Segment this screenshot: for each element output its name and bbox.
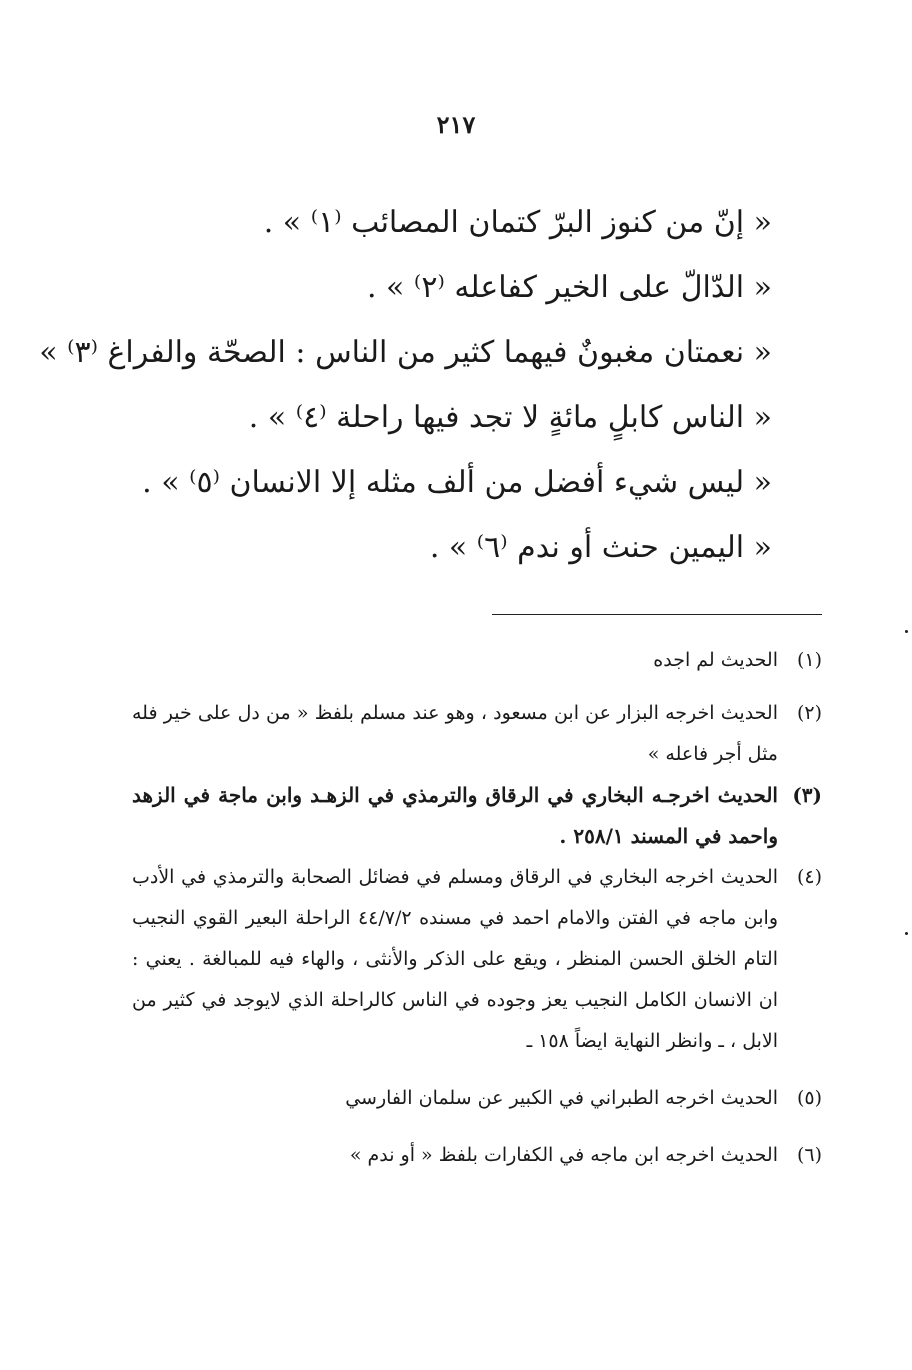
scan-speck [905, 932, 908, 935]
footnote [132, 693, 822, 775]
footnote-divider [492, 614, 822, 615]
footnote-number: (٢) [796, 702, 822, 724]
hadith-saying: « الناس كابلٍ مائةٍ لا تجد فيها راحلة ⁽٤⁾ » . [248, 400, 772, 435]
footnote-number: (١) [796, 649, 822, 671]
footnote [132, 1078, 822, 1119]
footnote [132, 857, 822, 1062]
footnote-number: (٦) [796, 1144, 822, 1166]
hadith-saying: « ليس شيء أفضل من ألف مثله إلا الانسان ⁽٥⁾ » . [142, 465, 772, 500]
footnote-number: (٣) [792, 783, 822, 807]
scan-speck [905, 630, 908, 633]
hadith-saying: « الدّالّ على الخير كفاعله ⁽٢⁾ » . [366, 270, 772, 305]
hadith-saying: « نعمتان مغبونٌ فيهما كثير من الناس : الصحّة والفراغ ⁽٣⁾ » [39, 335, 772, 370]
footnotes-section [132, 640, 822, 1176]
footnote-text: الحديث اخرجه البزار عن ابن مسعود ، وهو عند مسلم بلفظ « من دل على خير فله مثل أجر فاعله » [132, 702, 778, 765]
footnote [132, 1135, 822, 1176]
footnote-text: الحديث اخرجه الطبراني في الكبير عن سلمان الفارسي [345, 1087, 778, 1109]
footnote-text: الحديث اخرجه ابن ماجه في الكفارات بلفظ « أو ندم » [349, 1144, 778, 1166]
footnote-text: الحديث اخرجـه البخاري في الرقاق والترمذي في الزهـد وابن ماجة في الزهد واحمد في المسند ٢٥٨/١ . [132, 783, 778, 848]
hadith-saying: « إنّ من كنوز البرّ كتمان المصائب ⁽١⁾ » . [263, 205, 772, 240]
footnote-text: الحديث لم اجده [653, 649, 778, 671]
footnote [132, 775, 822, 857]
footnote-number: (٥) [796, 1087, 822, 1109]
footnote-number: (٤) [796, 866, 822, 888]
hadith-sayings-list [39, 190, 772, 580]
footnote-text: الحديث اخرجه البخاري في الرقاق ومسلم في فضائل الصحابة والترمذي في الأدب وابن ماجه في الفتن والامام احمد في مسنده ٤٤/٧/٢ الراحلة البعير القوي النجيب التام الخلق الحسن المنظر ، ويقع على الذكر والأنثى ، والهاء فيه للمبالغة . يعني : ان الانسان الكامل النجيب يعز وجوده في الناس كالراحلة الذي لايوجد في كثير من الابل ، ـ وانظر النهاية ايضاً ١٥٨ ـ [132, 866, 778, 1052]
footnote [132, 640, 822, 681]
page-number: ٢١٧ [436, 110, 476, 139]
hadith-saying: « اليمين حنث أو ندم ⁽٦⁾ » . [429, 530, 772, 565]
